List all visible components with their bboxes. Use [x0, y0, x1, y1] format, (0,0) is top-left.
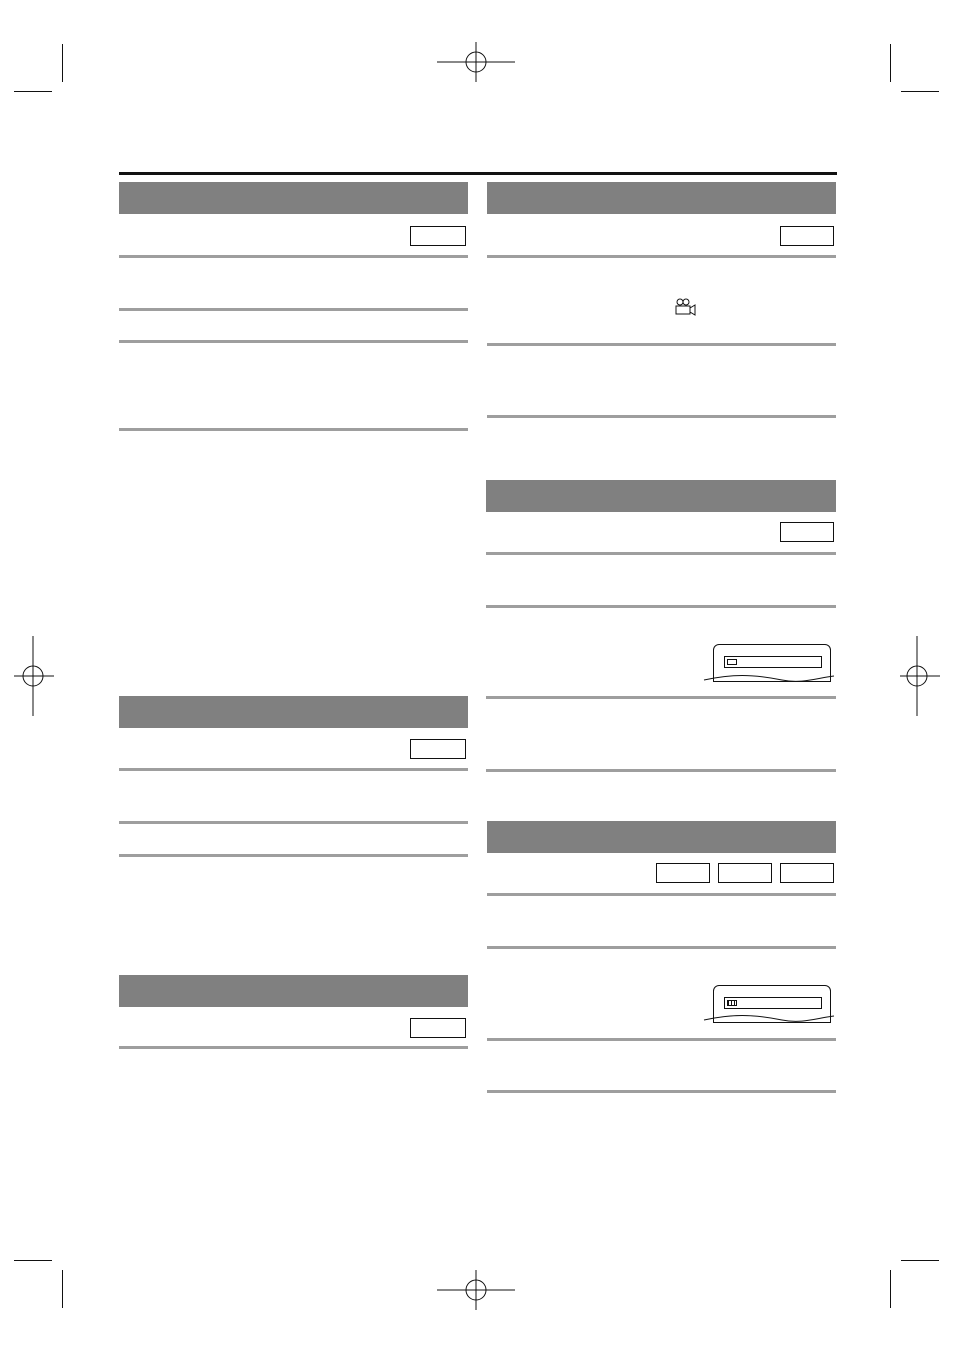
section-header-bar [119, 696, 468, 728]
divider [487, 255, 836, 258]
divider [486, 552, 836, 555]
divider [119, 308, 468, 311]
registration-mark-bottom [437, 1270, 515, 1310]
tv-screen-edge [702, 1006, 836, 1026]
divider [119, 768, 468, 771]
divider [119, 821, 468, 824]
section-header-bar [487, 182, 836, 214]
camera-angle-icon [675, 298, 697, 316]
disc-type-badge [656, 863, 710, 883]
crop-mark-bottom-left [62, 1270, 63, 1308]
section-header-bar [119, 182, 468, 214]
divider [119, 1046, 468, 1049]
registration-mark-right [900, 636, 940, 716]
crop-mark-top-right [901, 91, 939, 92]
disc-type-badge [780, 863, 834, 883]
divider [487, 343, 836, 346]
section-header-bar [119, 975, 468, 1007]
audio-display-icon [727, 659, 737, 665]
crop-mark-top-left [62, 44, 63, 82]
divider [487, 1038, 836, 1041]
crop-mark-bottom-left [14, 1260, 52, 1261]
divider [486, 696, 836, 699]
section-header-bar [487, 821, 836, 853]
registration-mark-top [437, 42, 515, 82]
divider [487, 1090, 836, 1093]
divider [486, 769, 836, 772]
disc-type-badge [410, 739, 466, 759]
page-top-rule [119, 172, 837, 175]
divider [119, 255, 468, 258]
divider [487, 946, 836, 949]
crop-mark-top-right [890, 44, 891, 82]
disc-type-badge [410, 226, 466, 246]
crop-mark-top-left [14, 91, 52, 92]
divider [487, 893, 836, 896]
registration-mark-left [14, 636, 54, 716]
disc-type-badge [718, 863, 772, 883]
divider [119, 854, 468, 857]
crop-mark-bottom-right [901, 1260, 939, 1261]
tv-screen-edge [702, 666, 836, 686]
divider [119, 428, 468, 431]
divider [119, 340, 468, 343]
disc-type-badge [780, 522, 834, 542]
disc-type-badge [780, 226, 834, 246]
section-header-bar [486, 480, 836, 512]
divider [486, 605, 836, 608]
crop-mark-bottom-right [890, 1270, 891, 1308]
disc-type-badge [410, 1018, 466, 1038]
divider [487, 415, 836, 418]
